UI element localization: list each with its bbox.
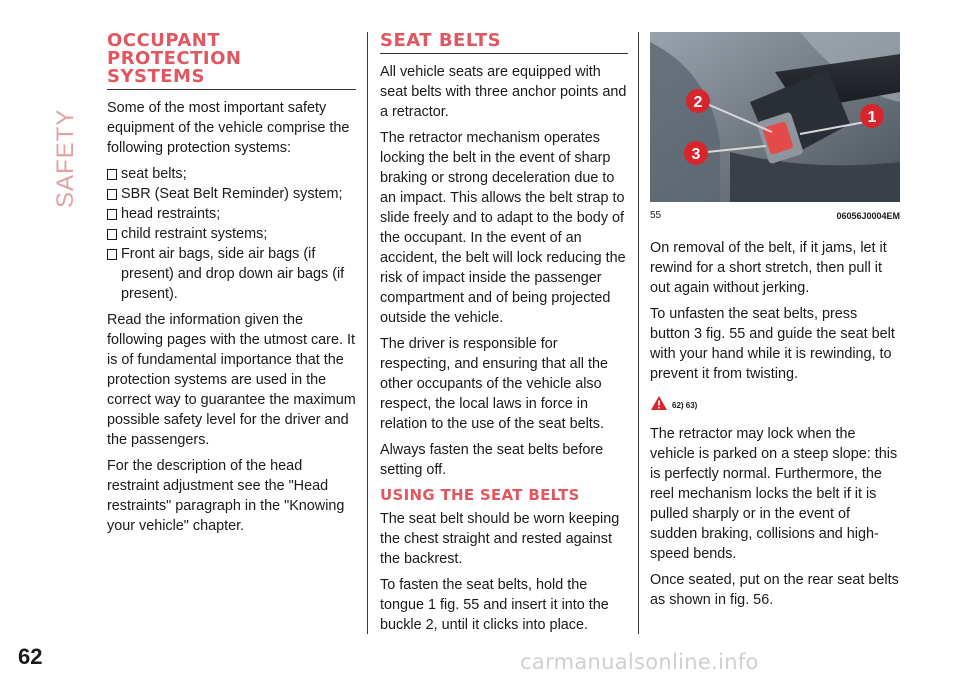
- list-item: seat belts;: [107, 164, 356, 184]
- figure-number: 55: [650, 210, 662, 221]
- occupant-intro: Some of the most important safety equipment of the vehicle comprise the following protection systems:: [107, 100, 350, 156]
- seat-belt-usage-column: [650, 32, 900, 616]
- paragraph: The seat belt should be worn keeping the chest straight and rested against the backrest.: [380, 511, 620, 567]
- paragraph: The retractor mechanism operates locking the belt in the event of sharp braking or strong deceleration due to an impact. This allows the belt strap to slide freely and to adapt to the body of the occupant. In the event of an accident, the belt will lock reducing the risk of impact inside the passenger compartment and of being projected outside the vehicle.: [380, 130, 626, 326]
- callout-number: 1: [867, 109, 877, 126]
- callout-number: 3: [691, 146, 701, 163]
- warning-reference: [650, 390, 900, 416]
- callout-number: 2: [693, 94, 703, 111]
- heading-line: OCCUPANT: [107, 30, 221, 51]
- paragraph: Read the information given the following pages with the utmost care. It is of fundamental importance that the protection systems are used in the correct way to guarantee the maximum possible safety level for the driver and the passengers.: [107, 312, 356, 448]
- paragraph: To fasten the seat belts, hold the tongue 1 fig. 55 and insert it into the buckle 2, until it clicks into place.: [380, 577, 609, 633]
- heading-line: SYSTEMS: [107, 66, 205, 87]
- paragraph: Once seated, put on the rear seat belts as shown in fig. 56.: [650, 572, 899, 608]
- protection-systems-list: [107, 164, 356, 304]
- paragraph: The driver is responsible for respecting, and ensuring that all the other occupants of the vehicle also respect, the local laws in force in relation to the use of the seat belts.: [380, 336, 609, 432]
- column-divider: [367, 32, 368, 634]
- heading-line: PROTECTION: [107, 48, 242, 69]
- paragraph: All vehicle seats are equipped with seat belts with three anchor points and a retractor.: [380, 64, 627, 120]
- paragraph: To unfasten the seat belts, press button 3 fig. 55 and guide the seat belt with your hand while it is rewinding, to prevent it from twisting.: [650, 306, 895, 382]
- figure-code: 06056J0004EM: [836, 211, 900, 221]
- seat-belts-column: [380, 32, 628, 641]
- callout-1: [860, 104, 884, 128]
- list-item: Front air bags, side air bags (if present) and drop down air bags (if present).: [107, 244, 356, 304]
- list-item: child restraint systems;: [107, 224, 356, 244]
- list-item: head restraints;: [107, 204, 356, 224]
- section-side-label: SAFETY: [52, 108, 79, 208]
- paragraph: The retractor may lock when the vehicle is parked on a steep slope: this is perfectly normal. Furthermore, the reel mechanism locks the belt if it is pulled sharply or in the event of sudden braking, collisions and high-speed bends.: [650, 426, 898, 562]
- seat-belts-heading: SEAT BELTS: [380, 32, 628, 54]
- paragraph: On removal of the belt, if it jams, let it rewind for a short stretch, then pull it out again without jerking.: [650, 240, 887, 296]
- figure-caption: [650, 202, 900, 238]
- using-seat-belts-heading: USING THE SEAT BELTS: [380, 486, 580, 504]
- list-item: SBR (Seat Belt Reminder) system;: [107, 184, 356, 204]
- paragraph: For the description of the head restraint adjustment see the "Head restraints" paragraph in the "Knowing your vehicle" chapter.: [107, 458, 345, 534]
- column-divider: [638, 32, 639, 634]
- warning-icon: [650, 395, 668, 411]
- watermark: carmanualsonline.info: [520, 650, 759, 674]
- occupant-protection-column: [107, 32, 356, 542]
- callout-3: [684, 141, 708, 165]
- seat-belt-buckle-illustration: [650, 32, 900, 202]
- paragraph: Always fasten the seat belts before setting off.: [380, 442, 604, 478]
- page-number: 62: [18, 644, 43, 669]
- callout-2: [686, 89, 710, 113]
- warning-ref-text: 62) 63): [672, 401, 698, 410]
- occupant-protection-heading: [107, 32, 356, 90]
- seat-belt-buckle-figure: [650, 32, 900, 202]
